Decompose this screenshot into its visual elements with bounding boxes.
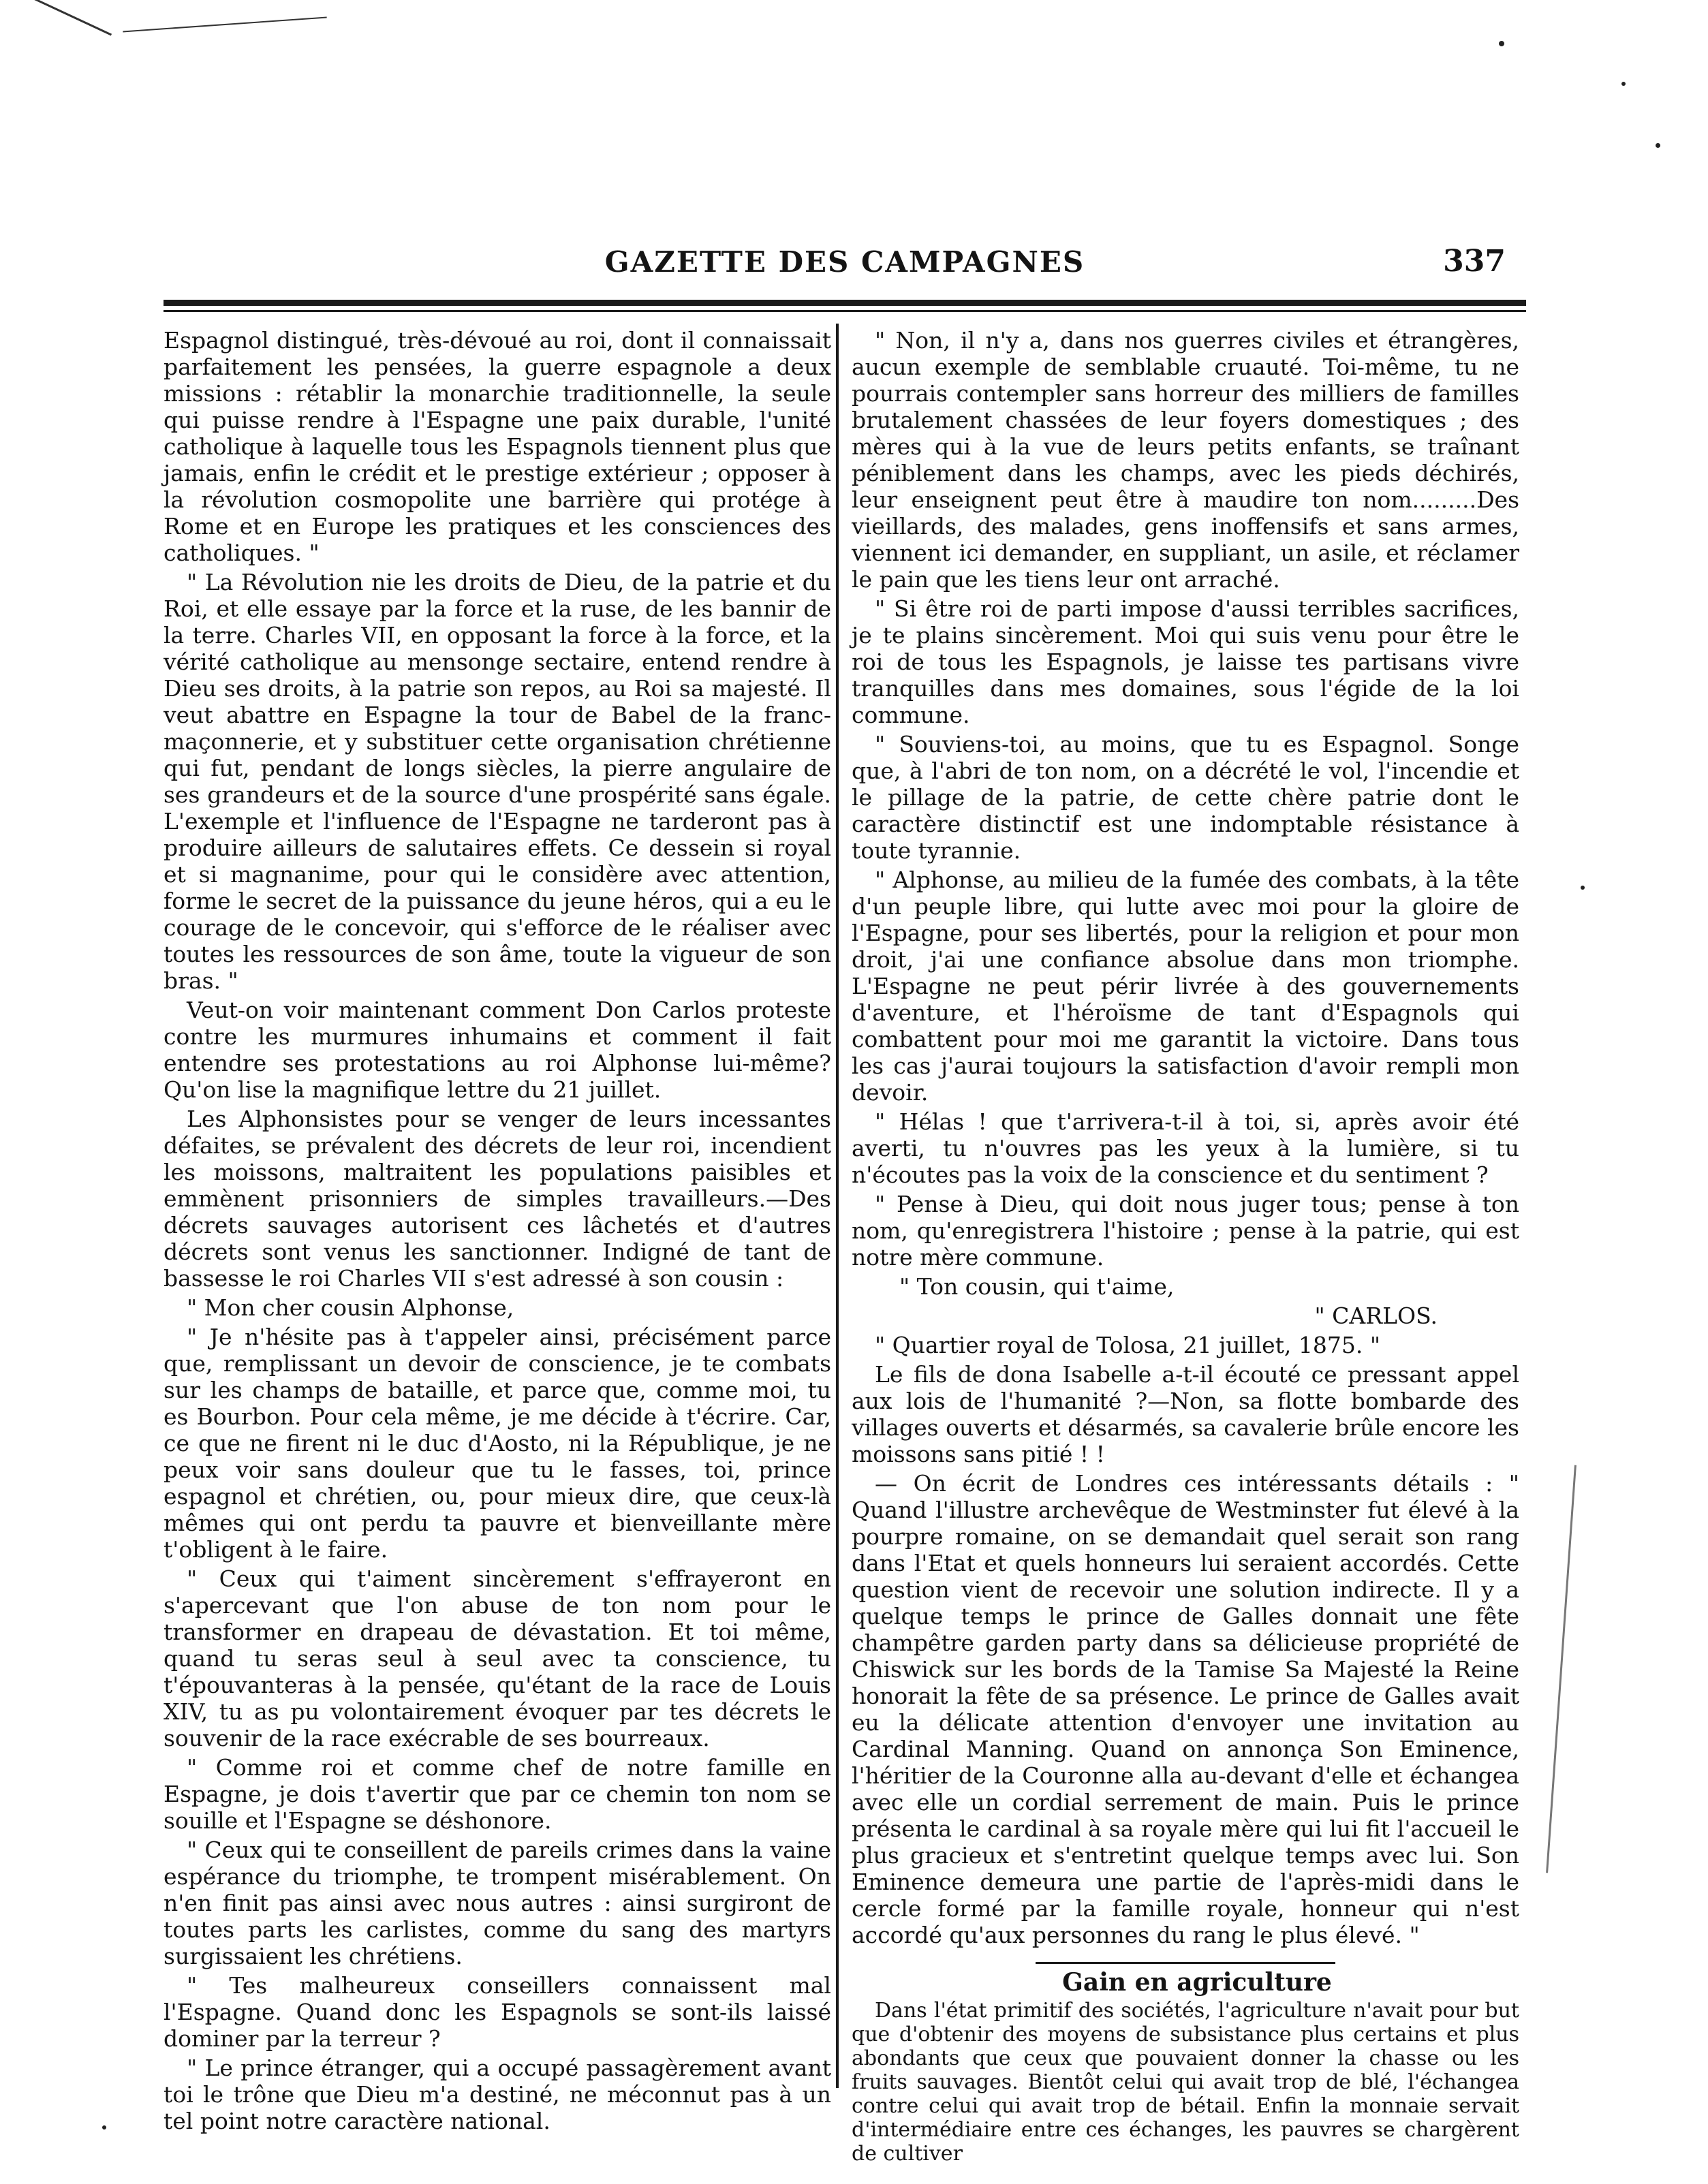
paragraph: " Ceux qui te conseillent de pareils crimes dans la vaine espérance du triomphe, te trompent misérablement. On n'en finit pas ainsi avec nous autres : ainsi surgiront de toutes parts les carlistes, comme du sang des martyrs surgissaient les chrétiens.	[164, 1837, 831, 1969]
salutation: " Mon cher cousin Alphonse,	[187, 1294, 514, 1321]
scan-speck	[1621, 82, 1626, 86]
paragraph: " Le prince étranger, qui a occupé passagèrement avant toi le trône que Dieu m'a destiné, ne méconnut pas à un tel point notre caractère national.	[164, 2055, 831, 2134]
paragraph: " Je n'hésite pas à t'appeler ainsi, précisément parce que, remplissant un devoir de conscience, je te combats sur les champs de bataille, et parce que, comme moi, tu es Bourbon. Pour cela même, je me décide à t'écrire. Car, ce que ne firent ni le duc d'Aosto, ni la République, je ne peux voir sans douleur que tu le fasses, toi, prince espagnol et chrétien, ou, pour mieux dire, que ceux-là mêmes qui ont perdu ta pauvre et bienveillante mère t'obligent à le faire.	[164, 1324, 831, 1563]
paragraph: " Pense à Dieu, qui doit nous juger tous; pense à ton nom, qu'enregistrera l'histoire ; pense à la patrie, qui est notre mère commune.	[852, 1191, 1519, 1270]
page-header	[164, 245, 1526, 286]
letter-closing: " Ton cousin, qui t'aime,	[899, 1273, 1175, 1300]
scan-speck	[1656, 143, 1660, 148]
paragraph: " Non, il n'y a, dans nos guerres civiles et étrangères, aucun exemple de semblable cruauté. Toi-même, tu ne pourrais contempler sans horreur des milliers de familles brutalement chassées de leur foyers domestiques ; des mères qui à la vue de leurs petits enfants, se traînant péniblement dans les champs, avec les pieds déchirés, leur enseignent peut être à maudire ton nom.........Des vieillards, des malades, gens inoffensifs et sans armes, viennent ici demander, en suppliant, un asile, et réclamer le pain que les tiens leur ont arraché.	[852, 327, 1519, 593]
scan-speck	[102, 2125, 106, 2130]
left-column	[164, 327, 831, 2137]
scan-speck	[1499, 41, 1504, 46]
paragraph: " Hélas ! que t'arrivera-t-il à toi, si, après avoir été averti, tu n'ouvres pas les yeux à la lumière, si tu n'écoutes pas la voix de la conscience et du sentiment ?	[852, 1108, 1519, 1188]
scan-mark	[25, 0, 112, 35]
paragraph: Le fils de dona Isabelle a-t-il écouté ce pressant appel aux lois de l'humanité ?—Non, sa flotte bombarde des villages ouverts et désarmés, sa cavalerie brûle encore les moissons sans pitié ! !	[852, 1361, 1519, 1467]
paragraph: " Si être roi de parti impose d'aussi terribles sacrifices, je te plains sincèrement. Moi qui suis venu pour être le roi de tous les Espagnols, je laisse tes partisans vivre tranquilles dans mes domaines, sous l'égide de la loi commune.	[852, 595, 1519, 728]
paragraph: " Ceux qui t'aiment sincèrement s'effrayeront en s'apercevant que l'on abuse de ton nom pour le transformer en drapeau de dévastation. Et toi même, quand tu seras seul à seul avec ta conscience, tu t'épouvanteras à la pensée, qu'étant de la race de Louis XIV, tu as pu volontairement évoquer par tes décrets le souvenir de la race exécrable de ses bourreaux.	[164, 1565, 831, 1751]
section-title: Gain en agriculture	[1062, 1968, 1332, 1997]
column-divider	[836, 324, 839, 2088]
scan-speck	[1581, 886, 1585, 890]
section-paragraph: Dans l'état primitif des sociétés, l'agriculture n'avait pour but que d'obtenir des moyens de subsistance plus certains et plus abondants que ceux que pouvaient donner la chasse ou les fruits sauvages. Bientôt celui qui avait trop de blé, l'échangea contre celui qui avait trop de bétail. Enfin la monnaie servait d'intermédiaire entre ces échanges, les pauvres se chargèrent de cultiver	[852, 1999, 1519, 2166]
paragraph: " Comme roi et comme chef de notre famille en Espagne, je dois t'avertir que par ce chemin ton nom se souille et l'Espagne se déshonore.	[164, 1754, 831, 1834]
letter-signature: " CARLOS.	[1314, 1302, 1438, 1329]
paragraph: Les Alphonsistes pour se venger de leurs incessantes défaites, se prévalent des décrets de leur roi, incendient les moissons, maltraitent les populations paisibles et emmènent prisonniers de simples travailleurs.—Des décrets sauvages autorisent ces lâchetés et d'autres décrets sont venus les sanctionner. Indigné de tant de bassesse le roi Charles VII s'est adressé à son cousin :	[164, 1106, 831, 1292]
paragraph: " La Révolution nie les droits de Dieu, de la patrie et du Roi, et elle essaye par la force et la ruse, de les bannir de la terre. Charles VII, en opposant la force à la force, et la vérité catholique au mensonge sectaire, entend rendre à Dieu ses droits, à la patrie son repos, au Roi sa majesté. Il veut abattre en Espagne la tour de Babel de la franc-maçonnerie, et y substituer cette organisation chrétienne qui fut, pendant de longs siècles, la pierre angulaire de ses grandeurs et de la source d'une prospérité sans égale. L'exemple et l'influence de l'Espagne ne tarderont pas à produire ailleurs de salutaires effets. Ce dessein si royal et si magnanime, pour qui le considère avec attention, forme le secret de la puissance du jeune héros, qui a eu le courage de le concevoir, qui s'efforce de le réaliser avec toutes les ressources de son âme, toute la vigueur de son bras. "	[164, 569, 831, 994]
paragraph: Veut-on voir maintenant comment Don Carlos proteste contre les murmures inhumains et comment il fait entendre ses protestations au roi Alphonse lui-même? Qu'on lise la magnifique lettre du 21 juillet.	[164, 997, 831, 1103]
header-rule	[164, 300, 1526, 306]
masthead-title: GAZETTE DES CAMPAGNES	[604, 245, 1085, 279]
scan-mark	[123, 17, 326, 33]
paragraph: Espagnol distingué, très-dévoué au roi, dont il connaissait parfaitement les pensées, la guerre espagnole a deux missions : rétablir la monarchie traditionnelle, la seule qui puisse rendre à l'Espagne une paix durable, l'unité catholique à laquelle tous les Espagnols tiennent plus que jamais, enfin le crédit et le prestige extérieur ; opposer à la révolution cosmopolite une barrière qui protége à Rome et en Europe les pratiques et les consciences des catholiques. "	[164, 327, 831, 566]
scan-mark	[1546, 1465, 1577, 1873]
section-rule	[1036, 1962, 1335, 1964]
header-rule-thin	[164, 310, 1526, 312]
page-number: 337	[1443, 244, 1506, 279]
paragraph: " Souviens-toi, au moins, que tu es Espagnol. Songe que, à l'abri de ton nom, on a décrété le vol, l'incendie et le pillage de la patrie, de cette chère patrie dont le caractère distinctif est une indomptable résistance à toute tyrannie.	[852, 731, 1519, 864]
paragraph: " Alphonse, au milieu de la fumée des combats, à la tête d'un peuple libre, qui lutte avec moi pour la gloire de l'Espagne, pour ses libertés, pour la religion et pour mon droit, j'ai une confiance absolue dans mon triomphe. L'Espagne ne peut périr livrée à des gouvernements d'aventure, et l'héroïsme de tant d'Espagnols qui combattent pour moi me garantit la victoire. Dans tous les cas j'aurai toujours la satisfaction d'avoir rempli mon devoir.	[852, 867, 1519, 1106]
paragraph: " Tes malheureux conseillers connaissent mal l'Espagne. Quand donc les Espagnols se sont-ils laissé dominer par la terreur ?	[164, 1972, 831, 2052]
paragraph: — On écrit de Londres ces intéressants détails : " Quand l'illustre archevêque de Westminster fut élevé à la pourpre romaine, on se demandait quel serait son rang dans l'Etat et quels honneurs lui seraient accordés. Cette question vient de recevoir une solution indirecte. Il y a quelque temps le prince de Galles donnait une fête champêtre garden party dans sa délicieuse propriété de Chiswick sur les bords de la Tamise Sa Majesté la Reine honorait la fête de sa présence. Le prince de Galles avait eu la délicate attention d'envoyer une invitation au Cardinal Manning. Quand on annonça Son Eminence, l'héritier de la Couronne alla au-devant d'elle et échangea avec elle un cordial serrement de main. Puis le prince présenta le cardinal à sa royale mère qui lui fit l'accueil le plus gracieux et s'entretint quelque temps avec lui. Son Eminence demeura une partie de l'après-midi dans le cercle formé par la famille royale, honneur qui n'est accordé qu'aux personnes du rang le plus élevé. "	[852, 1470, 1519, 1948]
right-column	[852, 327, 1519, 2168]
letter-dateline: " Quartier royal de Tolosa, 21 juillet, 1875. "	[875, 1332, 1381, 1358]
